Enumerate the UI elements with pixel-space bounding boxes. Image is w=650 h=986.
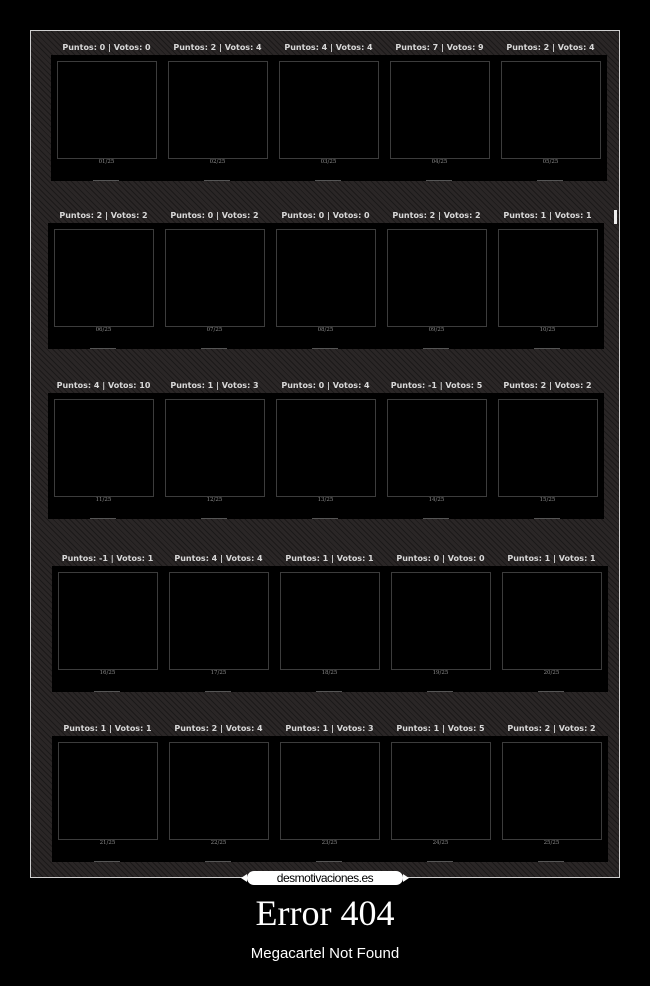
cell-thumbnail[interactable] — [54, 229, 154, 327]
cell-thumbnail[interactable] — [390, 61, 490, 159]
cell-underline — [315, 180, 341, 181]
cell-thumbnail[interactable] — [502, 742, 602, 840]
cell-underline — [316, 691, 342, 692]
cell-thumbnail[interactable] — [498, 229, 598, 327]
poster-image — [30, 30, 620, 878]
grid-cell[interactable] — [162, 31, 273, 199]
cell-underline — [201, 348, 227, 349]
cell-score: Puntos: 2 | Votos: 4 — [173, 43, 262, 52]
grid-cell[interactable] — [159, 369, 270, 537]
cell-score: Puntos: 0 | Votos: 4 — [281, 381, 370, 390]
cell-underline — [423, 518, 449, 519]
cell-score: Puntos: 2 | Votos: 2 — [392, 211, 481, 220]
grid-cell[interactable] — [163, 712, 274, 878]
grid-cell[interactable] — [52, 712, 163, 878]
grid-cell[interactable] — [385, 542, 496, 710]
cell-score: Puntos: 0 | Votos: 0 — [396, 554, 485, 563]
cell-underline — [426, 180, 452, 181]
cell-score: Puntos: 1 | Votos: 3 — [170, 381, 259, 390]
cell-number: 07/25 — [206, 327, 223, 333]
cell-score: Puntos: 1 | Votos: 1 — [285, 554, 374, 563]
grid-row — [51, 31, 611, 199]
grid-cell[interactable] — [52, 542, 163, 710]
cell-thumbnail[interactable] — [165, 399, 265, 497]
grid-cell[interactable] — [274, 542, 385, 710]
cell-underline — [312, 518, 338, 519]
grid-cell[interactable] — [492, 369, 603, 537]
cell-score: Puntos: 1 | Votos: 1 — [507, 554, 596, 563]
grid-cell[interactable] — [495, 31, 606, 199]
cell-thumbnail[interactable] — [54, 399, 154, 497]
grid-cell[interactable] — [384, 31, 495, 199]
cell-number: 08/25 — [317, 327, 334, 333]
cell-number: 14/25 — [428, 497, 445, 503]
grid-cell[interactable] — [496, 542, 607, 710]
cell-thumbnail[interactable] — [502, 572, 602, 670]
cell-score: Puntos: 1 | Votos: 3 — [285, 724, 374, 733]
cell-number: 22/25 — [210, 840, 227, 846]
cell-underline — [538, 861, 564, 862]
grid-cell[interactable] — [385, 712, 496, 878]
cell-thumbnail[interactable] — [58, 572, 158, 670]
grid-cell[interactable] — [51, 31, 162, 199]
cell-underline — [90, 518, 116, 519]
cell-number: 13/25 — [317, 497, 334, 503]
grid-cell[interactable] — [163, 542, 274, 710]
poster-title: Error 404 — [255, 893, 395, 933]
cell-number: 18/25 — [321, 670, 338, 676]
cell-number: 24/25 — [432, 840, 449, 846]
cell-underline — [316, 861, 342, 862]
cell-thumbnail[interactable] — [279, 61, 379, 159]
cell-number: 10/25 — [539, 327, 556, 333]
cell-number: 04/25 — [431, 159, 448, 165]
cell-number: 03/25 — [320, 159, 337, 165]
cell-underline — [94, 861, 120, 862]
cell-score: Puntos: 2 | Votos: 4 — [506, 43, 595, 52]
cell-score: Puntos: 2 | Votos: 2 — [59, 211, 148, 220]
grid-row — [52, 712, 612, 878]
cell-score: Puntos: 0 | Votos: 0 — [281, 211, 370, 220]
cell-underline — [534, 518, 560, 519]
cell-number: 11/25 — [95, 497, 112, 503]
cell-underline — [427, 861, 453, 862]
cell-thumbnail[interactable] — [498, 399, 598, 497]
cell-underline — [423, 348, 449, 349]
cell-number: 12/25 — [206, 497, 223, 503]
grid-cell[interactable] — [48, 369, 159, 537]
cell-score: Puntos: 2 | Votos: 4 — [174, 724, 263, 733]
cell-score: Puntos: 0 | Votos: 0 — [62, 43, 151, 52]
grid-cell[interactable] — [381, 199, 492, 367]
grid-cell[interactable] — [273, 31, 384, 199]
cell-score: Puntos: 2 | Votos: 2 — [503, 381, 592, 390]
cell-underline — [205, 861, 231, 862]
grid-cell[interactable] — [159, 199, 270, 367]
poster-subtitle: Megacartel Not Found — [250, 945, 400, 962]
cell-thumbnail[interactable] — [280, 742, 380, 840]
cell-underline — [312, 348, 338, 349]
cell-thumbnail[interactable] — [280, 572, 380, 670]
cell-number: 06/25 — [95, 327, 112, 333]
grid-cell[interactable] — [48, 199, 159, 367]
cell-thumbnail[interactable] — [387, 399, 487, 497]
site-logo[interactable]: desmotivaciones.es — [247, 871, 403, 885]
cell-score: Puntos: 0 | Votos: 2 — [170, 211, 259, 220]
cell-score: Puntos: 4 | Votos: 4 — [284, 43, 373, 52]
cell-number: 21/25 — [99, 840, 116, 846]
grid-cell[interactable] — [496, 712, 607, 878]
cell-number: 15/25 — [539, 497, 556, 503]
cell-underline — [205, 691, 231, 692]
cell-underline — [201, 518, 227, 519]
cell-thumbnail[interactable] — [169, 742, 269, 840]
cell-thumbnail[interactable] — [276, 399, 376, 497]
grid-cell[interactable] — [381, 369, 492, 537]
grid-cell[interactable] — [492, 199, 603, 367]
cell-number: 23/25 — [321, 840, 338, 846]
cell-thumbnail[interactable] — [276, 229, 376, 327]
cell-thumbnail[interactable] — [169, 572, 269, 670]
cell-score: Puntos: -1 | Votos: 1 — [61, 554, 154, 563]
cell-thumbnail[interactable] — [501, 61, 601, 159]
cell-thumbnail[interactable] — [391, 572, 491, 670]
cell-score: Puntos: 7 | Votos: 9 — [395, 43, 484, 52]
cell-thumbnail[interactable] — [391, 742, 491, 840]
cell-underline — [427, 691, 453, 692]
cell-underline — [204, 180, 230, 181]
cell-number: 19/25 — [432, 670, 449, 676]
cell-score: Puntos: 4 | Votos: 10 — [56, 381, 151, 390]
cell-score: Puntos: 4 | Votos: 4 — [174, 554, 263, 563]
cell-underline — [90, 348, 116, 349]
cell-underline — [537, 180, 563, 181]
cell-thumbnail[interactable] — [387, 229, 487, 327]
cell-score: Puntos: 1 | Votos: 5 — [396, 724, 485, 733]
grid-row — [48, 369, 608, 537]
cell-score: Puntos: 1 | Votos: 1 — [503, 211, 592, 220]
cell-underline — [534, 348, 560, 349]
grid-row — [48, 199, 608, 367]
scrollbar-thumb[interactable] — [614, 210, 617, 224]
cell-thumbnail[interactable] — [165, 229, 265, 327]
cell-thumbnail[interactable] — [57, 61, 157, 159]
grid-cell[interactable] — [270, 199, 381, 367]
cell-thumbnail[interactable] — [168, 61, 268, 159]
cell-number: 02/25 — [209, 159, 226, 165]
cell-number: 01/25 — [98, 159, 115, 165]
cell-score: Puntos: 1 | Votos: 1 — [63, 724, 152, 733]
cell-underline — [538, 691, 564, 692]
cell-number: 17/25 — [210, 670, 227, 676]
cell-score: Puntos: -1 | Votos: 5 — [390, 381, 483, 390]
cell-number: 09/25 — [428, 327, 445, 333]
grid-row — [52, 542, 612, 710]
cell-underline — [94, 691, 120, 692]
cell-number: 20/25 — [543, 670, 560, 676]
grid-cell[interactable] — [274, 712, 385, 878]
cell-score: Puntos: 2 | Votos: 2 — [507, 724, 596, 733]
cell-number: 05/25 — [542, 159, 559, 165]
cell-underline — [93, 180, 119, 181]
cell-number: 16/25 — [99, 670, 116, 676]
cell-number: 25/25 — [543, 840, 560, 846]
cell-thumbnail[interactable] — [58, 742, 158, 840]
grid-cell[interactable] — [270, 369, 381, 537]
